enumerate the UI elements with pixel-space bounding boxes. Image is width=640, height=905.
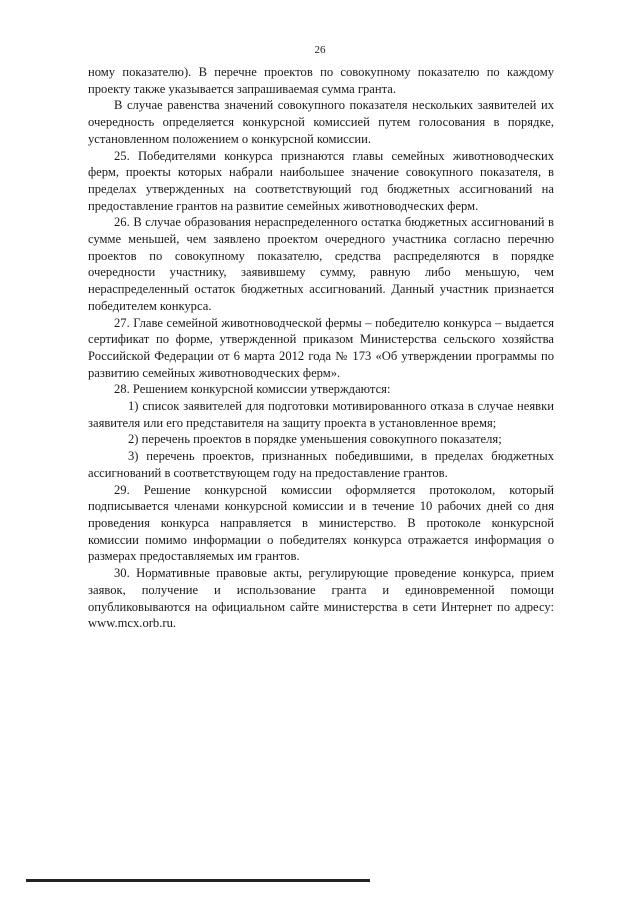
- paragraph-29: 29. Решение конкурсной комиссии оформляется протоколом, который подписывается членами конкурсной комиссии и в течение 10 рабочих дней со дня проведения конкурса направляется в министерство. В протоколе конкурсной комиссии помимо информации о победителях конкурса отражается информация о размерах предоставляемых им грантов.: [88, 482, 554, 564]
- list-item-3: 3) перечень проектов, признанных победившими, в пределах бюджетных ассигнований в соответствующем году на предоставление грантов.: [88, 449, 554, 480]
- paragraph-28: 28. Решением конкурсной комиссии утверждаются:: [114, 382, 391, 397]
- document-body: [88, 64, 554, 632]
- paragraph-27: 27. Главе семейной животноводческой фермы – победителю конкурса – выдается сертификат по форме, утвержденной приказом Министерства сельского хозяйства Российской Федерации от 6 марта 2012 года № 173 «Об утверждении программы по развитию семейных животноводческих ферм».: [88, 315, 554, 380]
- paragraph-continuation: ному показателю). В перечне проектов по совокупному показателю по каждому проекту также указывается запрашиваемая сумма гранта.: [88, 65, 554, 96]
- paragraph-26: 26. В случае образования нераспределенного остатка бюджетных ассигнований в сумме меньшей, чем заявлено проектом очередного участника согласно перечню проектов по совокупному показателю, средства распределяются в порядке очередности участнику, заявившему сумму, равную либо меньшую, чем нераспределенный остаток бюджетных ассигнований. Данный участник признается победителем конкурса.: [88, 215, 554, 313]
- paragraph-tie-vote: В случае равенства значений совокупного показателя нескольких заявителей их очередность определяется конкурсной комиссией путем голосования в порядке, установленном положением о конкурсной комиссии.: [88, 98, 554, 146]
- bottom-rule-line: [26, 879, 370, 882]
- list-item-2: 2) перечень проектов в порядке уменьшения совокупного показателя;: [128, 432, 502, 447]
- paragraph-25: 25. Победителями конкурса признаются главы семейных животноводческих ферм, проекты которых набрали наибольшее значение совокупного показателя, в пределах утвержденных на соответствующий год бюджетных ассигнований на предоставление грантов на развитие семейных животноводческих ферм.: [88, 148, 554, 213]
- page-number: 26: [314, 44, 326, 56]
- paragraph-30: 30. Нормативные правовые акты, регулирующие проведение конкурса, прием заявок, получение и использование гранта и единовременной помощи опубликовываются на официальном сайте министерства в сети Интернет по адресу: www.mcx.orb.ru.: [88, 566, 554, 631]
- list-item-1: 1) список заявителей для подготовки мотивированного отказа в случае неявки заявителя или его представителя на защиту проекта в установленное время;: [88, 399, 554, 430]
